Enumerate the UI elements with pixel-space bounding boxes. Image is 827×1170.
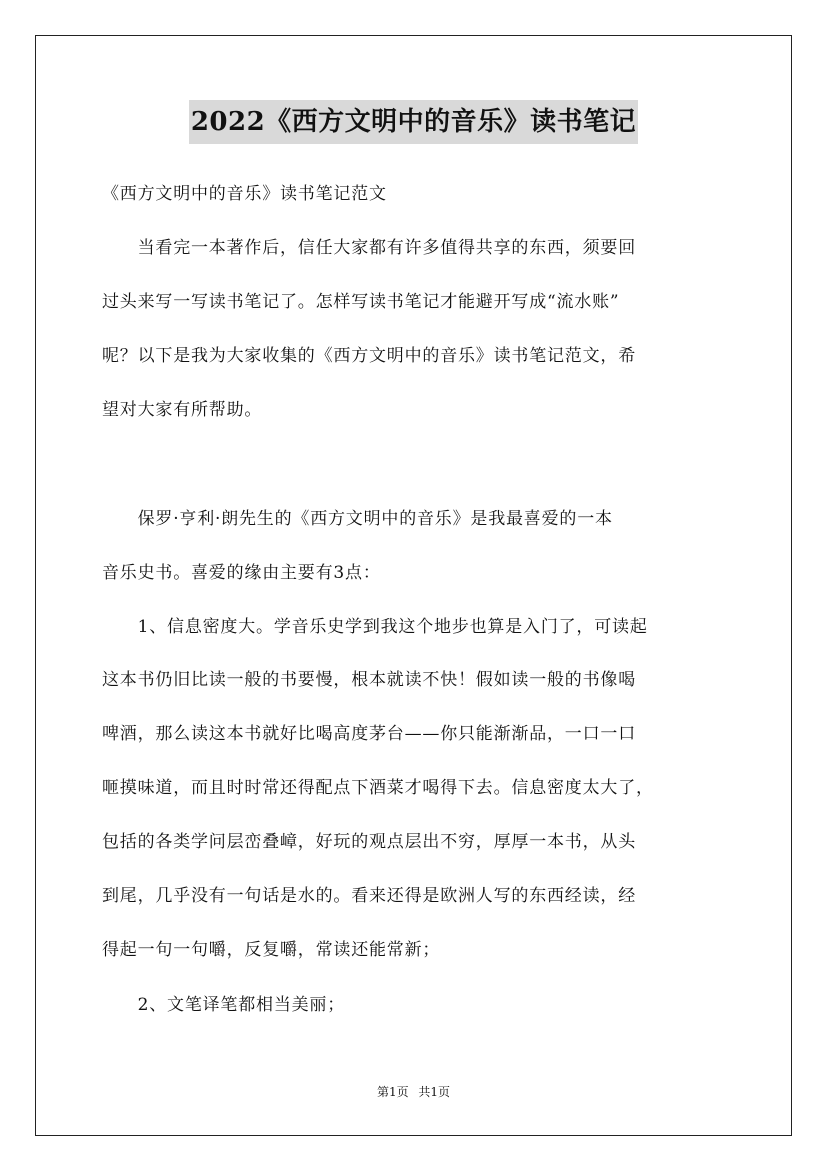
intro-line-4: 望对大家有所帮助。 — [102, 400, 263, 420]
point1-line-5: 包括的各类学问层峦叠嶂，好玩的观点层出不穷，厚厚一本书，从头 — [102, 832, 636, 852]
intro-line-2: 过头来写一写读书笔记了。怎样写读书笔记才能避开写成“流水账” — [102, 292, 620, 312]
page-total: 共1页 — [418, 1085, 451, 1099]
point2-line: 2、文笔译笔都相当美丽； — [102, 995, 346, 1015]
point1-line-3: 啤酒，那么读这本书就好比喝高度茅台——你只能渐渐品，一口一口 — [102, 724, 636, 744]
point1-line-4: 咂摸味道，而且时时常还得配点下酒菜才喝得下去。信息密度太大了， — [102, 778, 654, 798]
page-title: 2022《西方文明中的音乐》读书笔记 — [189, 100, 638, 144]
page-number: 第1页 — [376, 1085, 409, 1099]
title-container — [0, 100, 827, 144]
point1-line-2: 这本书仍旧比读一般的书要慢，根本就读不快！假如读一般的书像喝 — [102, 670, 636, 690]
page-footer — [0, 1084, 827, 1100]
point1-line-7: 得起一句一句嚼，反复嚼，常读还能常新； — [102, 940, 441, 960]
intro-line-1: 当看完一本著作后，信任大家都有许多值得共享的东西，须要回 — [102, 238, 636, 258]
para1-line-1: 保罗·亨利·朗先生的《西方文明中的音乐》是我最喜爱的一本 — [102, 509, 613, 529]
point1-line-1: 1、信息密度大。学音乐史学到我这个地步也算是入门了，可读起 — [102, 617, 648, 637]
point1-line-6: 到尾，几乎没有一句话是水的。看来还得是欧洲人写的东西经读，经 — [102, 886, 636, 906]
intro-line-3: 呢？以下是我为大家收集的《西方文明中的音乐》读书笔记范文，希 — [102, 346, 636, 366]
subtitle: 《西方文明中的音乐》读书笔记范文 — [102, 184, 387, 204]
para1-line-2: 音乐史书。喜爱的缘由主要有3点： — [102, 563, 381, 583]
